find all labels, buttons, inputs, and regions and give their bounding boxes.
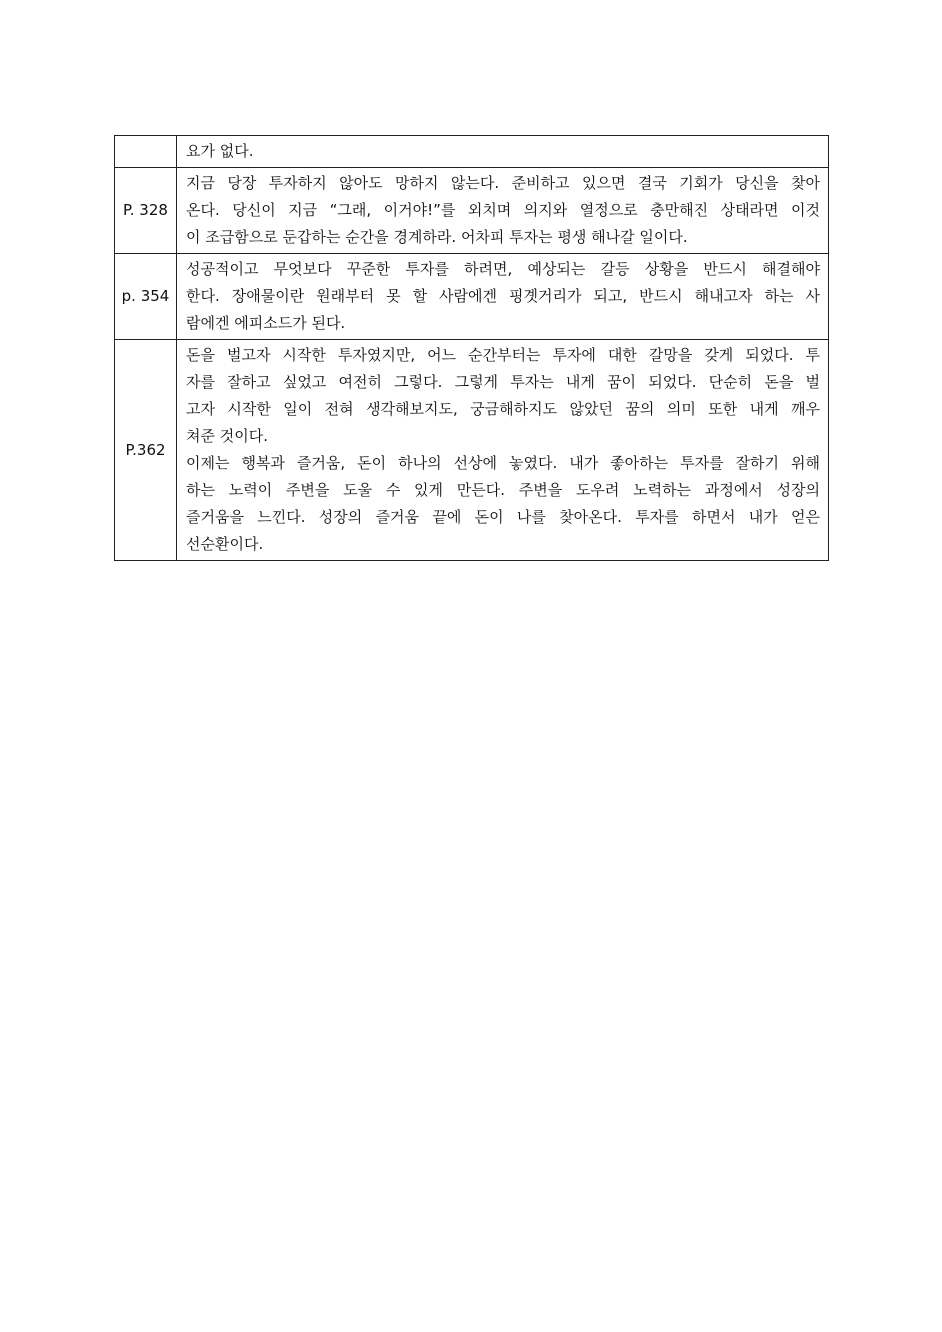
table-row xyxy=(115,136,829,168)
quote-table xyxy=(114,135,829,561)
table-row xyxy=(115,340,829,561)
quote-line: 이 조급함으로 둔갑하는 순간을 경계하라. 어차피 투자는 평생 해나갈 일이다. xyxy=(186,228,688,246)
quote-text-cell xyxy=(177,168,829,254)
quote-text-cell xyxy=(177,254,829,340)
page-number-cell: P.362 xyxy=(115,340,177,561)
table-row xyxy=(115,168,829,254)
page-number-cell: p. 354 xyxy=(115,254,177,340)
quote-line: 하는 노력이 주변을 도울 수 있게 만든다. 주변을 도우려 노력하는 과정에서 성장의 xyxy=(186,481,820,499)
quote-line: 자를 잘하고 싶었고 여전히 그렇다. 그렇게 투자는 내게 꿈이 되었다. 단순히 돈을 벌 xyxy=(186,373,820,391)
quote-line: 이제는 행복과 즐거움, 돈이 하나의 선상에 놓였다. 내가 좋아하는 투자를 잘하기 위해 xyxy=(186,454,820,472)
quote-text-cell xyxy=(177,136,829,168)
quote-line: 한다. 장애물이란 원래부터 못 할 사람에겐 핑곗거리가 되고, 반드시 해내고자 하는 사 xyxy=(186,287,820,305)
quote-line: 고자 시작한 일이 전혀 생각해보지도, 궁금해하지도 않았던 꿈의 의미 또한 내게 깨우 xyxy=(186,400,820,418)
table-row xyxy=(115,254,829,340)
quote-line: 온다. 당신이 지금 “그래, 이거야!”를 외치며 의지와 열정으로 충만해진 상태라면 이것 xyxy=(186,201,820,219)
quote-line: 돈을 벌고자 시작한 투자였지만, 어느 순간부터는 투자에 대한 갈망을 갖게 되었다. 투 xyxy=(186,346,820,364)
document-page xyxy=(114,135,828,561)
quote-line: 요가 없다. xyxy=(186,142,254,160)
quote-line: 선순환이다. xyxy=(186,535,264,553)
quote-line: 쳐준 것이다. xyxy=(186,427,268,445)
page-number-cell xyxy=(115,136,177,168)
quote-line: 즐거움을 느낀다. 성장의 즐거움 끝에 돈이 나를 찾아온다. 투자를 하면서 내가 얻은 xyxy=(186,508,820,526)
quote-line: 성공적이고 무엇보다 꾸준한 투자를 하려면, 예상되는 갈등 상황을 반드시 해결해야 xyxy=(186,260,820,278)
quote-text-cell xyxy=(177,340,829,561)
quote-line: 람에겐 에피소드가 된다. xyxy=(186,314,346,332)
page-number-cell: P. 328 xyxy=(115,168,177,254)
quote-line: 지금 당장 투자하지 않아도 망하지 않는다. 준비하고 있으면 결국 기회가 당신을 찾아 xyxy=(186,174,820,192)
